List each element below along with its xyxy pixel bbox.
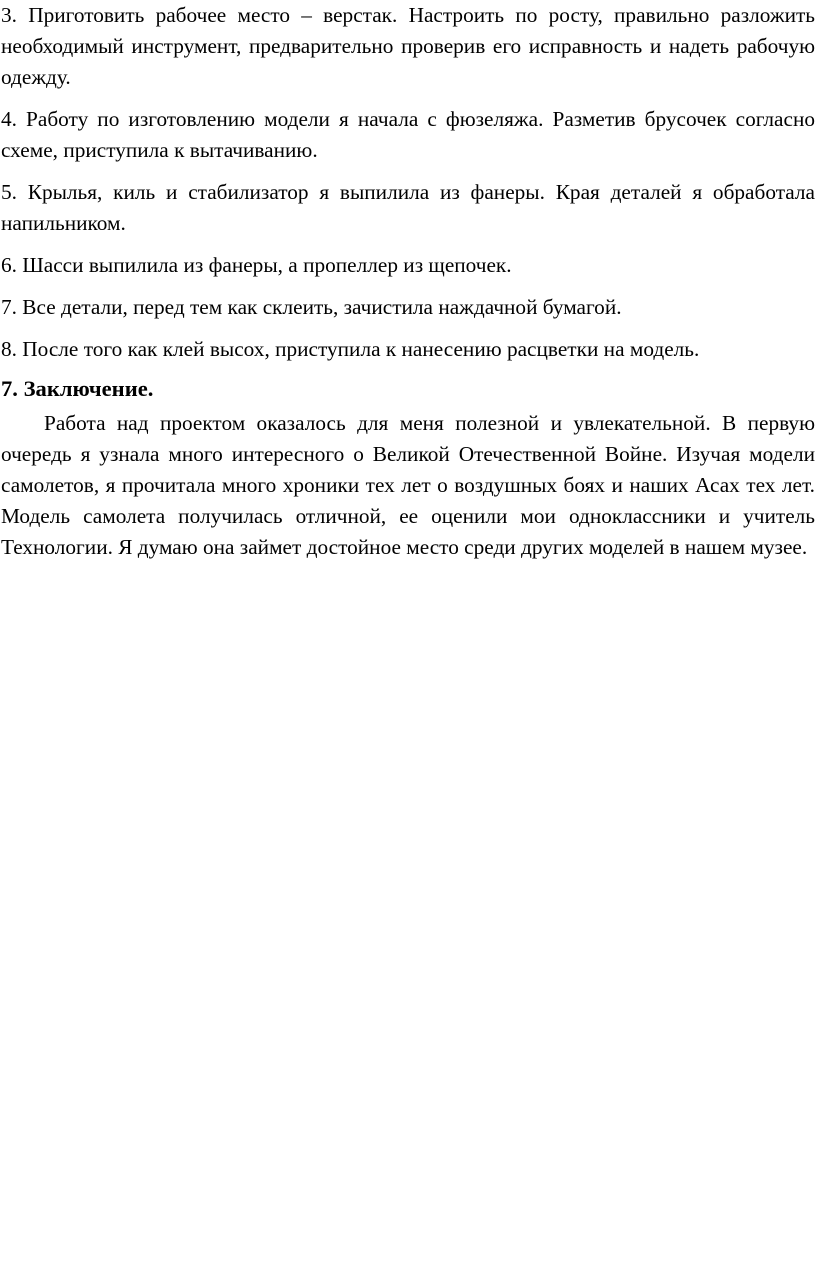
procedure-steps — [1, 0, 815, 365]
step-3: 3. Приготовить рабочее место – верстак. Настроить по росту, правильно разложить необходимый инструмент, предварительно проверив его исправность и надеть рабочую одежду. — [1, 3, 815, 89]
step-5: 5. Крылья, киль и стабилизатор я выпилила из фанеры. Края деталей я обработала напильником. — [1, 180, 815, 235]
step-7: 7. Все детали, перед тем как склеить, зачистила наждачной бумагой. — [1, 295, 622, 319]
step-4: 4. Работу по изготовлению модели я начала с фюзеляжа. Разметив брусочек согласно схеме, приступила к вытачиванию. — [1, 107, 815, 162]
conclusion-heading: 7. Заключение. — [1, 376, 154, 401]
step-6: 6. Шасси выпилила из фанеры, а пропеллер из щепочек. — [1, 253, 512, 277]
step-8: 8. После того как клей высох, приступила к нанесению расцветки на модель. — [1, 337, 700, 361]
conclusion-text: Работа над проектом оказалось для меня полезной и увлекательной. В первую очередь я узнала много интересного о Великой Отечественной Войне. Изучая модели самолетов, я прочитала много хроники тех лет о воздушных боях и наших Асах тех лет. Модель самолета получилась отличной, ее оценили мои одноклассники и учитель Технологии. Я думаю она займет достойное место среди других моделей в нашем музее. — [1, 411, 815, 559]
